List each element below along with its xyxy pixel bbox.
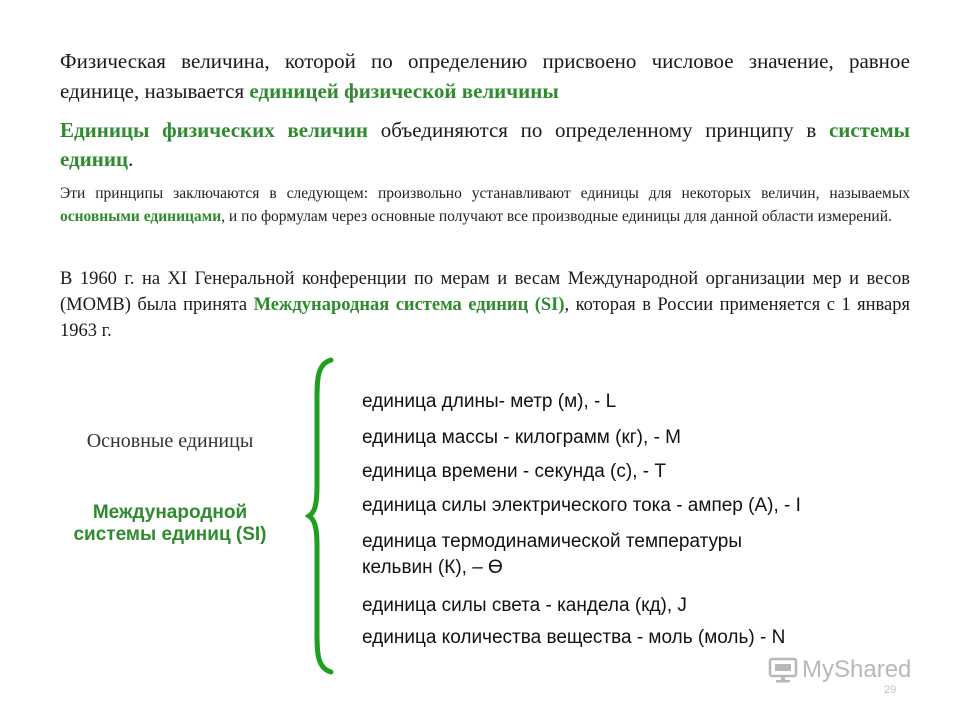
watermark-text: MyShared bbox=[802, 656, 912, 683]
unit-time: единица времени - секунда (с), - Т bbox=[362, 461, 666, 482]
history-highlight: Международная система единиц (SI) bbox=[253, 295, 565, 315]
history-text-1: В 1960 г. на XI Генеральной конференции по мерам и весам Международной организации мер и весов (МОМВ) была принята bbox=[60, 269, 910, 315]
unit-current: единица силы электрического тока - ампер (А), - I bbox=[362, 495, 801, 516]
systems-highlight-units: Единицы физических величин bbox=[60, 118, 369, 142]
systems-paragraph bbox=[60, 116, 910, 174]
base-units-label: Основные единицы bbox=[86, 430, 254, 452]
principles-paragraph bbox=[60, 183, 910, 228]
unit-amount-of-substance: единица количества вещества - моль (моль) - N bbox=[362, 627, 786, 648]
definition-text: Физическая величина, которой по определению присвоено числовое значение, равное единице, называется bbox=[60, 49, 910, 103]
unit-temperature-kelvin: кельвин (К), – ϴ bbox=[362, 557, 503, 578]
history-text-2: , которая в России применяется с 1 января 1963 г. bbox=[60, 295, 910, 341]
watermark bbox=[768, 656, 911, 684]
unit-length: единица длины- метр (м), - L bbox=[362, 391, 617, 412]
unit-luminous-intensity: единица силы света - кандела (кд), J bbox=[362, 595, 687, 616]
unit-mass: единица массы - килограмм (кг), - М bbox=[362, 427, 682, 448]
curly-brace-icon bbox=[305, 356, 335, 676]
si-system-label: Международной системы единиц (SI) bbox=[73, 502, 267, 545]
principles-highlight: основными единицами bbox=[60, 207, 222, 225]
presentation-screen-icon bbox=[768, 656, 798, 684]
page-number: 29 bbox=[884, 684, 897, 696]
systems-text-2: . bbox=[128, 147, 134, 171]
unit-temperature: единица термодинамической температуры bbox=[362, 531, 743, 552]
principles-text-1: Эти принципы заключаются в следующем: произвольно устанавливают единицы для некоторых величин, называемых bbox=[60, 185, 910, 202]
definition-paragraph bbox=[60, 46, 910, 106]
systems-text-1: объединяются по определенному принципу в bbox=[368, 118, 829, 142]
systems-highlight-systems: системы единиц bbox=[60, 118, 911, 171]
definition-highlight: единицей физической величины bbox=[249, 79, 559, 103]
principles-text-2: , и по формулам через основные получают все производные единицы для данной области измерений. bbox=[221, 207, 892, 225]
history-paragraph bbox=[60, 266, 910, 344]
